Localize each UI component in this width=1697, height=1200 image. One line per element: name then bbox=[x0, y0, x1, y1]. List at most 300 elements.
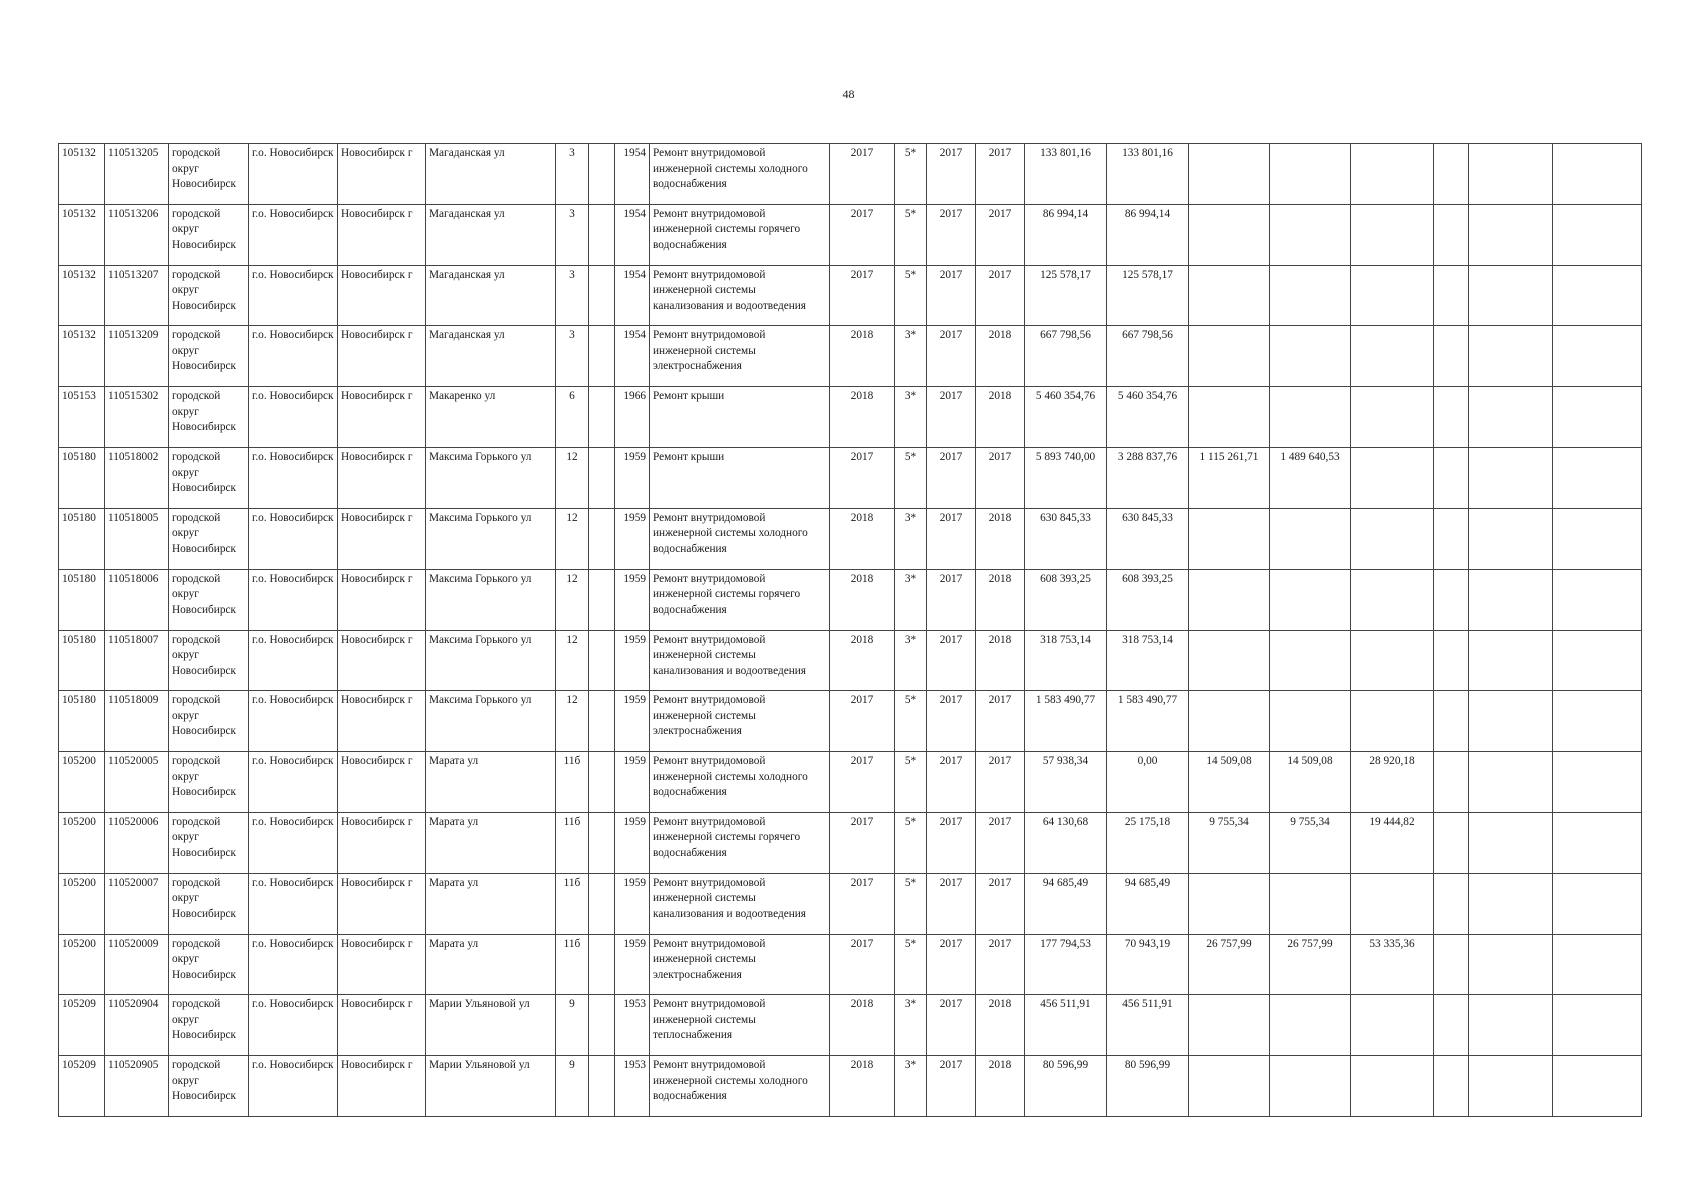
cell-municipal-unit: г.о. Новосибирск bbox=[249, 265, 338, 326]
cell-fund-amount: 80 596,99 bbox=[1107, 1056, 1189, 1117]
cell-year-built: 1959 bbox=[615, 569, 650, 630]
cell-work-type: Ремонт внутридомовой инженерной системы электроснабжения bbox=[650, 934, 830, 995]
cell-municipal-unit: г.о. Новосибирск bbox=[249, 630, 338, 691]
cell-start-year: 2017 bbox=[927, 265, 976, 326]
cell-work-type: Ремонт внутридомовой инженерной системы канализования и водоотведения bbox=[650, 265, 830, 326]
table-row bbox=[59, 387, 1642, 448]
table-row bbox=[59, 448, 1642, 509]
cell-municipality: городской округ Новосибирск bbox=[169, 752, 249, 813]
cell-fund-amount: 25 175,18 bbox=[1107, 812, 1189, 873]
cell-local-budget bbox=[1270, 995, 1351, 1056]
cell-start-year: 2017 bbox=[927, 995, 976, 1056]
cell-fund-amount: 630 845,33 bbox=[1107, 508, 1189, 569]
cell-municipality: городской округ Новосибирск bbox=[169, 265, 249, 326]
cell-locality: Новосибирск г bbox=[338, 508, 426, 569]
cell-total-cost: 86 994,14 bbox=[1025, 204, 1107, 265]
cell-regional-budget: 26 757,99 bbox=[1189, 934, 1270, 995]
cell-regional-budget: 9 755,34 bbox=[1189, 812, 1270, 873]
cell-work-type: Ремонт внутридомовой инженерной системы теплоснабжения bbox=[650, 995, 830, 1056]
cell-locality: Новосибирск г bbox=[338, 873, 426, 934]
cell-municipal-unit: г.о. Новосибирск bbox=[249, 569, 338, 630]
cell-region-code: 105180 bbox=[59, 630, 105, 691]
cell-end-year: 2018 bbox=[976, 508, 1025, 569]
cell-owners-funds bbox=[1351, 204, 1434, 265]
cell-start-year: 2017 bbox=[927, 326, 976, 387]
cell-owners-funds bbox=[1351, 630, 1434, 691]
cell-extra-1 bbox=[1434, 569, 1469, 630]
cell-total-cost: 177 794,53 bbox=[1025, 934, 1107, 995]
cell-municipal-unit: г.о. Новосибирск bbox=[249, 752, 338, 813]
cell-plan-year: 2017 bbox=[830, 691, 895, 752]
cell-municipality: городской округ Новосибирск bbox=[169, 691, 249, 752]
cell-house-number: 9 bbox=[556, 995, 589, 1056]
cell-plan-year: 2018 bbox=[830, 387, 895, 448]
cell-municipal-unit: г.о. Новосибирск bbox=[249, 204, 338, 265]
cell-municipality: городской округ Новосибирск bbox=[169, 995, 249, 1056]
cell-local-budget bbox=[1270, 326, 1351, 387]
cell-owners-funds bbox=[1351, 144, 1434, 205]
cell-house-number: 12 bbox=[556, 630, 589, 691]
cell-locality: Новосибирск г bbox=[338, 752, 426, 813]
table-row bbox=[59, 1056, 1642, 1117]
cell-municipal-unit: г.о. Новосибирск bbox=[249, 144, 338, 205]
cell-fund-amount: 5 460 354,76 bbox=[1107, 387, 1189, 448]
cell-extra-2 bbox=[1469, 995, 1553, 1056]
cell-end-year: 2017 bbox=[976, 265, 1025, 326]
cell-locality: Новосибирск г bbox=[338, 630, 426, 691]
cell-extra-2 bbox=[1469, 387, 1553, 448]
cell-start-year: 2017 bbox=[927, 387, 976, 448]
cell-locality: Новосибирск г bbox=[338, 691, 426, 752]
cell-local-budget bbox=[1270, 873, 1351, 934]
cell-extra-1 bbox=[1434, 265, 1469, 326]
cell-total-cost: 608 393,25 bbox=[1025, 569, 1107, 630]
cell-fund-amount: 125 578,17 bbox=[1107, 265, 1189, 326]
cell-work-type: Ремонт внутридомовой инженерной системы холодного водоснабжения bbox=[650, 508, 830, 569]
cell-start-year: 2017 bbox=[927, 569, 976, 630]
cell-owners-funds bbox=[1351, 873, 1434, 934]
cell-house-number: 11б bbox=[556, 934, 589, 995]
cell-end-year: 2018 bbox=[976, 630, 1025, 691]
cell-plan-year: 2017 bbox=[830, 752, 895, 813]
cell-object-id: 110518005 bbox=[105, 508, 169, 569]
cell-priority: 5* bbox=[895, 691, 927, 752]
cell-work-type: Ремонт внутридомовой инженерной системы канализования и водоотведения bbox=[650, 630, 830, 691]
cell-building bbox=[589, 144, 615, 205]
cell-house-number: 3 bbox=[556, 144, 589, 205]
cell-priority: 3* bbox=[895, 569, 927, 630]
cell-owners-funds bbox=[1351, 326, 1434, 387]
cell-region-code: 105132 bbox=[59, 265, 105, 326]
cell-priority: 5* bbox=[895, 144, 927, 205]
cell-object-id: 110513205 bbox=[105, 144, 169, 205]
cell-local-budget bbox=[1270, 691, 1351, 752]
cell-owners-funds bbox=[1351, 265, 1434, 326]
cell-extra-2 bbox=[1469, 204, 1553, 265]
cell-extra-3 bbox=[1553, 387, 1642, 448]
cell-extra-1 bbox=[1434, 508, 1469, 569]
cell-extra-3 bbox=[1553, 265, 1642, 326]
cell-year-built: 1966 bbox=[615, 387, 650, 448]
cell-extra-2 bbox=[1469, 752, 1553, 813]
cell-end-year: 2017 bbox=[976, 752, 1025, 813]
cell-fund-amount: 86 994,14 bbox=[1107, 204, 1189, 265]
cell-extra-1 bbox=[1434, 630, 1469, 691]
cell-street: Макаренко ул bbox=[426, 387, 556, 448]
cell-locality: Новосибирск г bbox=[338, 326, 426, 387]
cell-extra-1 bbox=[1434, 1056, 1469, 1117]
cell-house-number: 9 bbox=[556, 1056, 589, 1117]
cell-start-year: 2017 bbox=[927, 812, 976, 873]
cell-extra-1 bbox=[1434, 691, 1469, 752]
cell-start-year: 2017 bbox=[927, 873, 976, 934]
cell-extra-3 bbox=[1553, 934, 1642, 995]
cell-extra-3 bbox=[1553, 752, 1642, 813]
cell-extra-2 bbox=[1469, 265, 1553, 326]
cell-street: Максима Горького ул bbox=[426, 630, 556, 691]
cell-region-code: 105200 bbox=[59, 752, 105, 813]
cell-fund-amount: 133 801,16 bbox=[1107, 144, 1189, 205]
cell-locality: Новосибирск г bbox=[338, 144, 426, 205]
cell-work-type: Ремонт внутридомовой инженерной системы холодного водоснабжения bbox=[650, 1056, 830, 1117]
cell-region-code: 105180 bbox=[59, 569, 105, 630]
cell-municipal-unit: г.о. Новосибирск bbox=[249, 691, 338, 752]
cell-total-cost: 1 583 490,77 bbox=[1025, 691, 1107, 752]
cell-priority: 5* bbox=[895, 752, 927, 813]
page-number: 48 bbox=[842, 87, 855, 101]
cell-regional-budget bbox=[1189, 569, 1270, 630]
cell-house-number: 6 bbox=[556, 387, 589, 448]
cell-object-id: 110513209 bbox=[105, 326, 169, 387]
cell-municipality: городской округ Новосибирск bbox=[169, 387, 249, 448]
cell-end-year: 2017 bbox=[976, 873, 1025, 934]
cell-municipality: городской округ Новосибирск bbox=[169, 508, 249, 569]
cell-regional-budget bbox=[1189, 326, 1270, 387]
cell-street: Магаданская ул bbox=[426, 326, 556, 387]
cell-total-cost: 630 845,33 bbox=[1025, 508, 1107, 569]
cell-priority: 5* bbox=[895, 873, 927, 934]
cell-extra-3 bbox=[1553, 569, 1642, 630]
cell-start-year: 2017 bbox=[927, 752, 976, 813]
cell-priority: 3* bbox=[895, 995, 927, 1056]
cell-extra-2 bbox=[1469, 1056, 1553, 1117]
cell-region-code: 105180 bbox=[59, 448, 105, 509]
cell-object-id: 110520005 bbox=[105, 752, 169, 813]
cell-region-code: 105200 bbox=[59, 934, 105, 995]
cell-total-cost: 64 130,68 bbox=[1025, 812, 1107, 873]
cell-fund-amount: 94 685,49 bbox=[1107, 873, 1189, 934]
cell-object-id: 110520904 bbox=[105, 995, 169, 1056]
cell-local-budget: 26 757,99 bbox=[1270, 934, 1351, 995]
cell-owners-funds bbox=[1351, 387, 1434, 448]
cell-owners-funds bbox=[1351, 569, 1434, 630]
repair-program-table bbox=[58, 143, 1642, 1117]
cell-regional-budget bbox=[1189, 204, 1270, 265]
cell-municipality: городской округ Новосибирск bbox=[169, 448, 249, 509]
cell-municipality: городской округ Новосибирск bbox=[169, 569, 249, 630]
cell-plan-year: 2017 bbox=[830, 934, 895, 995]
table-row bbox=[59, 265, 1642, 326]
cell-house-number: 3 bbox=[556, 204, 589, 265]
cell-locality: Новосибирск г bbox=[338, 569, 426, 630]
cell-house-number: 11б bbox=[556, 873, 589, 934]
cell-plan-year: 2017 bbox=[830, 144, 895, 205]
cell-work-type: Ремонт крыши bbox=[650, 387, 830, 448]
cell-end-year: 2017 bbox=[976, 204, 1025, 265]
cell-priority: 3* bbox=[895, 1056, 927, 1117]
cell-building bbox=[589, 873, 615, 934]
cell-work-type: Ремонт внутридомовой инженерной системы канализования и водоотведения bbox=[650, 873, 830, 934]
cell-street: Марии Ульяновой ул bbox=[426, 1056, 556, 1117]
cell-year-built: 1959 bbox=[615, 508, 650, 569]
cell-owners-funds bbox=[1351, 448, 1434, 509]
cell-start-year: 2017 bbox=[927, 144, 976, 205]
cell-local-budget bbox=[1270, 569, 1351, 630]
cell-municipality: городской округ Новосибирск bbox=[169, 144, 249, 205]
table-row bbox=[59, 326, 1642, 387]
cell-building bbox=[589, 1056, 615, 1117]
cell-regional-budget bbox=[1189, 1056, 1270, 1117]
cell-extra-2 bbox=[1469, 934, 1553, 995]
cell-regional-budget bbox=[1189, 995, 1270, 1056]
cell-object-id: 110520006 bbox=[105, 812, 169, 873]
cell-total-cost: 667 798,56 bbox=[1025, 326, 1107, 387]
cell-local-budget bbox=[1270, 1056, 1351, 1117]
cell-year-built: 1954 bbox=[615, 326, 650, 387]
cell-year-built: 1954 bbox=[615, 144, 650, 205]
cell-extra-3 bbox=[1553, 1056, 1642, 1117]
cell-priority: 5* bbox=[895, 265, 927, 326]
cell-house-number: 12 bbox=[556, 691, 589, 752]
cell-object-id: 110518002 bbox=[105, 448, 169, 509]
cell-regional-budget bbox=[1189, 691, 1270, 752]
cell-plan-year: 2017 bbox=[830, 204, 895, 265]
cell-municipality: городской округ Новосибирск bbox=[169, 326, 249, 387]
cell-building bbox=[589, 691, 615, 752]
cell-house-number: 12 bbox=[556, 508, 589, 569]
table-row bbox=[59, 569, 1642, 630]
cell-municipality: городской округ Новосибирск bbox=[169, 630, 249, 691]
cell-region-code: 105209 bbox=[59, 995, 105, 1056]
cell-locality: Новосибирск г bbox=[338, 812, 426, 873]
cell-municipal-unit: г.о. Новосибирск bbox=[249, 934, 338, 995]
cell-municipal-unit: г.о. Новосибирск bbox=[249, 1056, 338, 1117]
cell-owners-funds bbox=[1351, 1056, 1434, 1117]
cell-regional-budget: 1 115 261,71 bbox=[1189, 448, 1270, 509]
cell-extra-2 bbox=[1469, 873, 1553, 934]
cell-start-year: 2017 bbox=[927, 934, 976, 995]
cell-work-type: Ремонт крыши bbox=[650, 448, 830, 509]
cell-house-number: 3 bbox=[556, 326, 589, 387]
cell-local-budget bbox=[1270, 144, 1351, 205]
cell-object-id: 110518009 bbox=[105, 691, 169, 752]
cell-street: Марата ул bbox=[426, 873, 556, 934]
cell-end-year: 2018 bbox=[976, 326, 1025, 387]
cell-building bbox=[589, 326, 615, 387]
cell-end-year: 2018 bbox=[976, 387, 1025, 448]
cell-object-id: 110513206 bbox=[105, 204, 169, 265]
cell-region-code: 105132 bbox=[59, 326, 105, 387]
cell-fund-amount: 456 511,91 bbox=[1107, 995, 1189, 1056]
cell-extra-2 bbox=[1469, 508, 1553, 569]
cell-local-budget bbox=[1270, 508, 1351, 569]
cell-municipal-unit: г.о. Новосибирск bbox=[249, 448, 338, 509]
cell-extra-3 bbox=[1553, 326, 1642, 387]
cell-fund-amount: 667 798,56 bbox=[1107, 326, 1189, 387]
cell-priority: 3* bbox=[895, 508, 927, 569]
cell-local-budget: 9 755,34 bbox=[1270, 812, 1351, 873]
cell-extra-1 bbox=[1434, 448, 1469, 509]
cell-total-cost: 80 596,99 bbox=[1025, 1056, 1107, 1117]
cell-end-year: 2017 bbox=[976, 144, 1025, 205]
cell-street: Максима Горького ул bbox=[426, 691, 556, 752]
cell-building bbox=[589, 569, 615, 630]
cell-region-code: 105209 bbox=[59, 1056, 105, 1117]
cell-fund-amount: 3 288 837,76 bbox=[1107, 448, 1189, 509]
cell-year-built: 1959 bbox=[615, 691, 650, 752]
cell-extra-3 bbox=[1553, 144, 1642, 205]
cell-plan-year: 2018 bbox=[830, 326, 895, 387]
cell-region-code: 105153 bbox=[59, 387, 105, 448]
cell-locality: Новосибирск г bbox=[338, 1056, 426, 1117]
cell-house-number: 12 bbox=[556, 569, 589, 630]
cell-extra-3 bbox=[1553, 873, 1642, 934]
cell-total-cost: 57 938,34 bbox=[1025, 752, 1107, 813]
cell-extra-1 bbox=[1434, 204, 1469, 265]
cell-object-id: 110518007 bbox=[105, 630, 169, 691]
cell-work-type: Ремонт внутридомовой инженерной системы горячего водоснабжения bbox=[650, 569, 830, 630]
cell-extra-1 bbox=[1434, 326, 1469, 387]
cell-work-type: Ремонт внутридомовой инженерной системы горячего водоснабжения bbox=[650, 812, 830, 873]
cell-start-year: 2017 bbox=[927, 691, 976, 752]
cell-extra-1 bbox=[1434, 934, 1469, 995]
cell-plan-year: 2018 bbox=[830, 630, 895, 691]
table-row bbox=[59, 995, 1642, 1056]
table-row bbox=[59, 508, 1642, 569]
cell-total-cost: 94 685,49 bbox=[1025, 873, 1107, 934]
cell-locality: Новосибирск г bbox=[338, 448, 426, 509]
cell-end-year: 2017 bbox=[976, 812, 1025, 873]
cell-regional-budget: 14 509,08 bbox=[1189, 752, 1270, 813]
cell-owners-funds: 53 335,36 bbox=[1351, 934, 1434, 995]
cell-year-built: 1953 bbox=[615, 995, 650, 1056]
cell-start-year: 2017 bbox=[927, 204, 976, 265]
cell-regional-budget bbox=[1189, 387, 1270, 448]
cell-municipal-unit: г.о. Новосибирск bbox=[249, 326, 338, 387]
cell-work-type: Ремонт внутридомовой инженерной системы горячего водоснабжения bbox=[650, 204, 830, 265]
cell-building bbox=[589, 387, 615, 448]
cell-building bbox=[589, 995, 615, 1056]
cell-fund-amount: 318 753,14 bbox=[1107, 630, 1189, 691]
cell-building bbox=[589, 448, 615, 509]
cell-municipal-unit: г.о. Новосибирск bbox=[249, 995, 338, 1056]
cell-locality: Новосибирск г bbox=[338, 204, 426, 265]
cell-total-cost: 125 578,17 bbox=[1025, 265, 1107, 326]
cell-plan-year: 2017 bbox=[830, 448, 895, 509]
cell-municipality: городской округ Новосибирск bbox=[169, 204, 249, 265]
cell-end-year: 2017 bbox=[976, 448, 1025, 509]
cell-work-type: Ремонт внутридомовой инженерной системы электроснабжения bbox=[650, 691, 830, 752]
cell-object-id: 110520009 bbox=[105, 934, 169, 995]
cell-end-year: 2018 bbox=[976, 1056, 1025, 1117]
table-body bbox=[59, 144, 1642, 1117]
cell-local-budget bbox=[1270, 387, 1351, 448]
cell-end-year: 2017 bbox=[976, 934, 1025, 995]
cell-extra-3 bbox=[1553, 508, 1642, 569]
cell-street: Марии Ульяновой ул bbox=[426, 995, 556, 1056]
cell-municipal-unit: г.о. Новосибирск bbox=[249, 508, 338, 569]
cell-priority: 5* bbox=[895, 812, 927, 873]
cell-street: Максима Горького ул bbox=[426, 448, 556, 509]
cell-year-built: 1959 bbox=[615, 448, 650, 509]
cell-end-year: 2017 bbox=[976, 691, 1025, 752]
cell-building bbox=[589, 934, 615, 995]
cell-total-cost: 456 511,91 bbox=[1025, 995, 1107, 1056]
cell-priority: 3* bbox=[895, 630, 927, 691]
cell-street: Марата ул bbox=[426, 812, 556, 873]
cell-extra-2 bbox=[1469, 812, 1553, 873]
cell-municipal-unit: г.о. Новосибирск bbox=[249, 873, 338, 934]
cell-locality: Новосибирск г bbox=[338, 387, 426, 448]
cell-house-number: 12 bbox=[556, 448, 589, 509]
cell-plan-year: 2018 bbox=[830, 569, 895, 630]
cell-street: Марата ул bbox=[426, 752, 556, 813]
cell-municipality: городской округ Новосибирск bbox=[169, 1056, 249, 1117]
cell-extra-1 bbox=[1434, 873, 1469, 934]
cell-locality: Новосибирск г bbox=[338, 995, 426, 1056]
cell-end-year: 2018 bbox=[976, 995, 1025, 1056]
cell-plan-year: 2017 bbox=[830, 873, 895, 934]
cell-work-type: Ремонт внутридомовой инженерной системы электроснабжения bbox=[650, 326, 830, 387]
cell-local-budget bbox=[1270, 204, 1351, 265]
cell-owners-funds: 28 920,18 bbox=[1351, 752, 1434, 813]
cell-extra-1 bbox=[1434, 812, 1469, 873]
table-row bbox=[59, 873, 1642, 934]
cell-house-number: 11б bbox=[556, 812, 589, 873]
cell-object-id: 110520007 bbox=[105, 873, 169, 934]
cell-building bbox=[589, 265, 615, 326]
cell-plan-year: 2017 bbox=[830, 265, 895, 326]
cell-start-year: 2017 bbox=[927, 508, 976, 569]
cell-start-year: 2017 bbox=[927, 448, 976, 509]
table-row bbox=[59, 204, 1642, 265]
cell-year-built: 1953 bbox=[615, 1056, 650, 1117]
cell-owners-funds: 19 444,82 bbox=[1351, 812, 1434, 873]
cell-owners-funds bbox=[1351, 691, 1434, 752]
cell-building bbox=[589, 812, 615, 873]
cell-extra-2 bbox=[1469, 326, 1553, 387]
cell-region-code: 105180 bbox=[59, 691, 105, 752]
cell-plan-year: 2018 bbox=[830, 1056, 895, 1117]
cell-start-year: 2017 bbox=[927, 630, 976, 691]
cell-local-budget: 1 489 640,53 bbox=[1270, 448, 1351, 509]
cell-extra-2 bbox=[1469, 448, 1553, 509]
cell-fund-amount: 0,00 bbox=[1107, 752, 1189, 813]
cell-total-cost: 5 893 740,00 bbox=[1025, 448, 1107, 509]
cell-owners-funds bbox=[1351, 995, 1434, 1056]
cell-local-budget: 14 509,08 bbox=[1270, 752, 1351, 813]
cell-extra-3 bbox=[1553, 630, 1642, 691]
cell-building bbox=[589, 752, 615, 813]
cell-object-id: 110520905 bbox=[105, 1056, 169, 1117]
cell-house-number: 11б bbox=[556, 752, 589, 813]
cell-regional-budget bbox=[1189, 144, 1270, 205]
cell-region-code: 105200 bbox=[59, 812, 105, 873]
cell-region-code: 105132 bbox=[59, 204, 105, 265]
cell-region-code: 105180 bbox=[59, 508, 105, 569]
cell-building bbox=[589, 204, 615, 265]
cell-local-budget bbox=[1270, 265, 1351, 326]
